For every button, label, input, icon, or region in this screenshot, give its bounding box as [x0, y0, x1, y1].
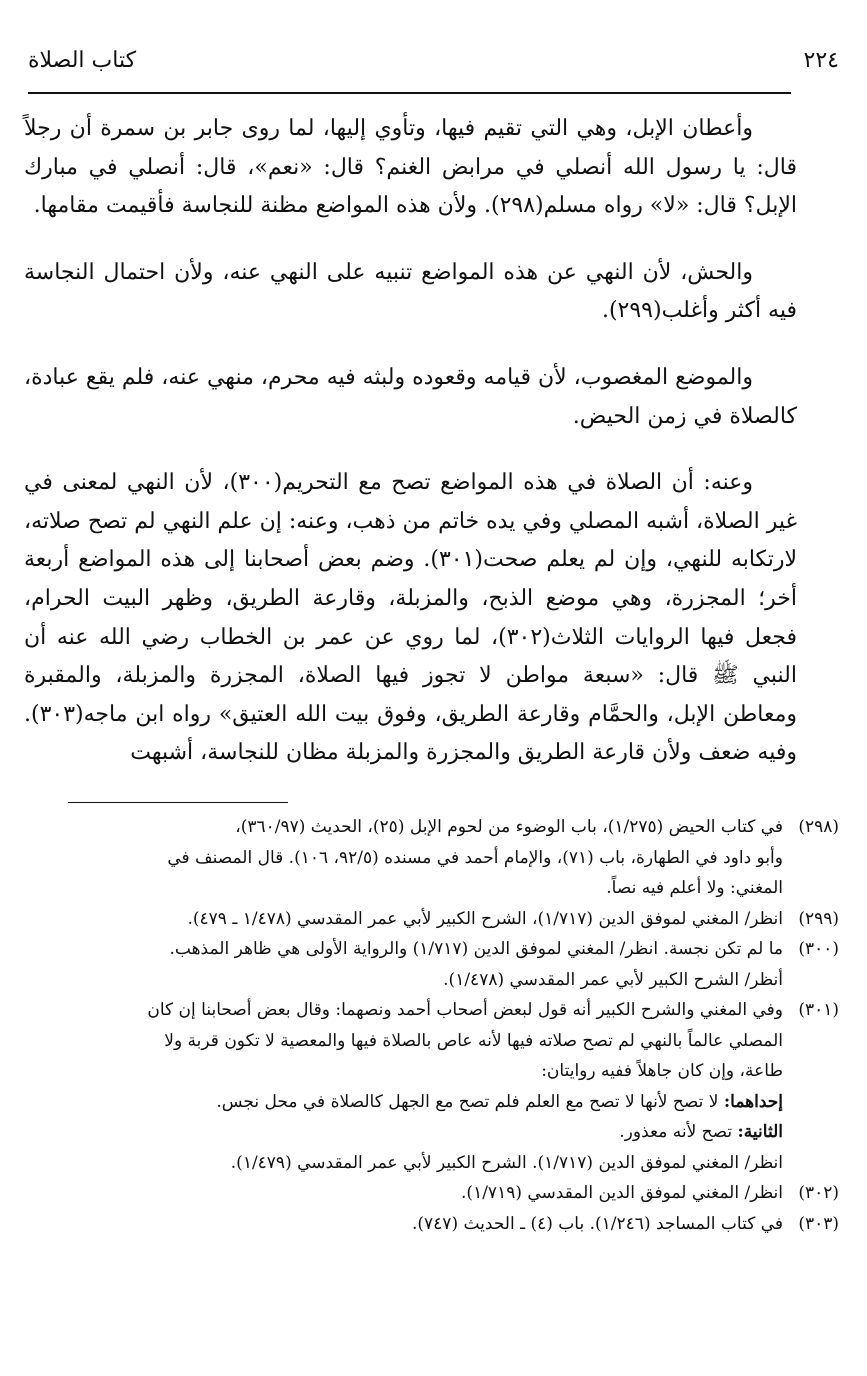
subline-label: إحداهما: [723, 1091, 783, 1112]
footnote [76, 904, 839, 935]
footnote-number: (٢٩٨) [798, 817, 839, 837]
footnote-line: ما لم تكن نجسة. انظر/ المغني لموفق الدين (١/٧١٧) والرواية الأولى هي ظاهر المذهب. [169, 939, 783, 959]
header-rule [28, 92, 791, 94]
footnote-body [76, 904, 783, 935]
footnote-subline [76, 1148, 839, 1179]
footnote [76, 1209, 839, 1240]
subline-text: انظر/ المغني لموفق الدين (١/٧١٧). الشرح الكبير لأبي عمر المقدسي (١/٤٧٩). [230, 1152, 783, 1173]
paragraph: والموضع المغصوب، لأن قيامه وقعوده ولبثه فيه محرم، منهي عنه، فلم يقع عبادة، كالصلاة في زمن الحيض. [24, 364, 797, 429]
paragraph: وعنه: أن الصلاة في هذه المواضع تصح مع التحريم(٣٠٠)، لأن النهي لمعنى في غير الصلاة، أشبه المصلي وفي يده خاتم من ذهب، وعنه: إن علم النهي لم تصح صلاته، لارتكابه للنهي، وإن لم يعلم صحت(٣٠١). وضم بعض أصحابنا إلى هذه المواضع أربعة أخر؛ المجزرة، وهي موضع الذبح، والمزبلة، وقارعة الطريق، وظهر البيت الحرام، فجعل فيها الروايات الثلاث(٣٠٢)، لما روي عن عمر بن الخطاب رضي الله عنه أن النبي ﷺ قال: «سبعة مواطن لا تجوز فيها الصلاة، المجزرة والمزبلة، والمقبرة ومعاطن الإبل، والحمَّام وقارعة الطريق، وفوق بيت الله العتيق» رواه ابن ماجه(٣٠٣). وفيه ضعف ولأن قارعة الطريق والمجزرة والمزبلة مظان للنجاسة، أشبهت [24, 470, 798, 766]
footnote-number: (٣٠٣) [798, 1213, 839, 1234]
footnote-body [76, 1209, 783, 1240]
footnote-line: أنظر/ الشرح الكبير لأبي عمر المقدسي (١/٤٧٨). [443, 969, 783, 990]
subline-text: تصح لأنه معذور. [619, 1122, 738, 1142]
footnote-line: المصلي عالماً بالنهي لم تصح صلاته فيها لأنه عاص بالصلاة فيها والمعصية لا تكون قربة ولا [164, 1030, 783, 1051]
footnotes [76, 812, 839, 1239]
footnote-line: وأبو داود في الطهارة، باب (٧١)، والإمام أحمد في مسنده (٩٢/٥، ١٠٦). قال المصنف في [167, 847, 783, 868]
footnote [76, 812, 839, 904]
main-text [24, 110, 797, 773]
footnote-line: في كتاب الحيض (١/٢٧٥)، باب الوضوء من لحوم الإبل (٢٥)، الحديث (٣٦٠/٩٧)، [235, 817, 783, 837]
footnote-subline [76, 1117, 839, 1148]
subline-text: لا تصح لأنها لا تصح مع العلم فلم تصح مع الجهل كالصلاة في محل نجس. [216, 1091, 724, 1112]
page-number: ٢٢٤ [803, 47, 839, 73]
footnote-number: (٣٠٢) [798, 1183, 839, 1203]
footnote-line: طاعة، وإن كان جاهلاً ففيه روايتان: [541, 1061, 783, 1081]
footnote-line: وفي المغني والشرح الكبير أنه قول لبعض أصحاب أحمد ونصهما: وقال بعض أصحابنا إن كان [147, 1000, 783, 1020]
page-header [28, 40, 839, 80]
footnote-body [76, 995, 783, 1087]
footnote-body [76, 1178, 783, 1209]
footnote-line: في كتاب المساجد (١/٢٤٦). باب (٤) ـ الحديث (٧٤٧). [411, 1213, 783, 1234]
footnote-number: (٣٠٠) [798, 939, 839, 959]
footnote-line: انظر/ المغني لموفق الدين المقدسي (١/٧١٩). [461, 1183, 783, 1203]
chapter-title: كتاب الصلاة [28, 47, 137, 73]
footnote [76, 995, 839, 1087]
subline-label: الثانية: [737, 1122, 783, 1142]
paragraph: والحش، لأن النهي عن هذه المواضع تنبيه على النهي عنه، ولأن احتمال النجاسة فيه أكثر وأغلب(٢٩٩). [24, 259, 797, 324]
footnote-subline [76, 1087, 839, 1118]
footnote-line: انظر/ المغني لموفق الدين (١/٧١٧)، الشرح الكبير لأبي عمر المقدسي (١/٤٧٨ ـ ٤٧٩). [187, 908, 783, 929]
footnote-body [76, 812, 783, 904]
footnote-line: المغني: ولا أعلم فيه نصاً. [606, 878, 783, 898]
footnote-body [76, 934, 783, 995]
footnote-number: (٣٠١) [798, 1000, 839, 1020]
footnote [76, 1178, 839, 1209]
paragraph: وأعطان الإبل، وهي التي تقيم فيها، وتأوي إليها، لما روى جابر بن سمرة أن رجلاً قال: يا رسول الله أنصلي في مرابض الغنم؟ قال: «نعم»، قال: أنصلي في مبارك الإبل؟ قال: «لا» رواه مسلم(٢٩٨). ولأن هذه المواضع مظنة للنجاسة فأقيمت مقامها. [24, 116, 797, 219]
footnote [76, 934, 839, 995]
footnote-rule [68, 802, 288, 803]
footnote-number: (٢٩٩) [798, 908, 839, 929]
